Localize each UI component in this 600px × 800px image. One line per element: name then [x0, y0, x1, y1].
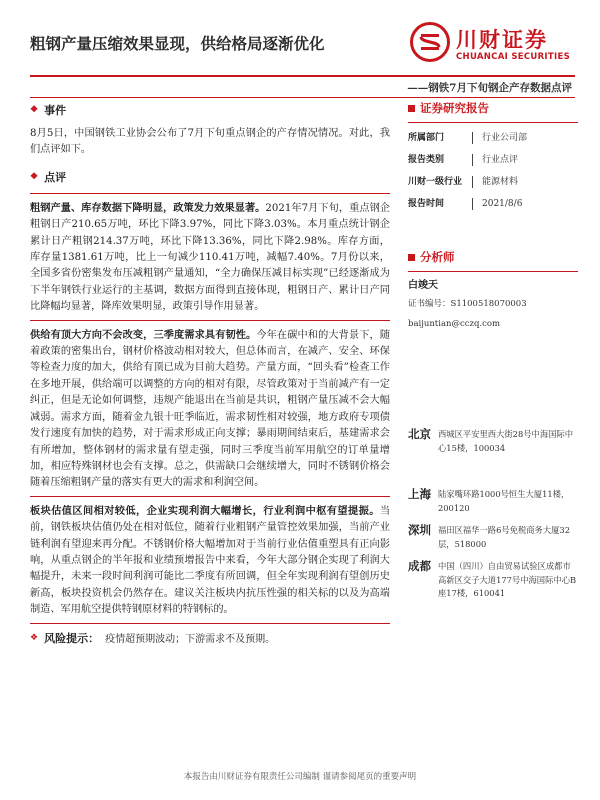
logo-name: 川财证券 — [456, 28, 548, 52]
event-text: 8月5日，中国钢铁工业协会公布了7月下旬重点钢企的产存情况情况。对此，我们点评如下。 — [30, 128, 390, 156]
paragraph-1-lead: 粗钢产量、库存数据下降明显，政策发力效果显著。 — [30, 201, 266, 214]
analyst-heading — [408, 249, 578, 265]
sidebar-divider — [408, 122, 578, 123]
info-key: 川财一级行业 — [408, 177, 463, 187]
section-divider — [30, 496, 390, 497]
info-key: 报告类别 — [408, 155, 445, 165]
office-shenzhen — [408, 522, 578, 551]
analyst-name: 白竣天 — [408, 280, 438, 291]
office-address: 西城区平安里西大街28号中海国际中心15楼，100034 — [438, 429, 574, 453]
analyst-email[interactable]: baijuntian@cczq.com — [408, 319, 501, 329]
info-row-department — [408, 127, 578, 149]
logo-english-name: CHUANCAI SECURITIES — [456, 52, 570, 62]
paragraph-2-body: 今年在碳中和的大背景下，随着政策的密集出台，钢材价格波动相对较大，但总体而言，在减产、安全、环保等检查力度的加大，供给有顶已成为目前大趋势。产量方面，“回头看”检查工作在多地开展，供给端可以调整的方向的相对有限，尽管政策对于当前减产有一定纠正，但是无论如何调整，违规产能退出在当前是共识，粗钢产量压减不会大幅减弱。需求方面，随着金九银十旺季临近，需求韧性相对较强，地方政府专项债发行速度有加快的趋势，对于需求形成正向支撑；暴雨期间结束后，基建需求会有所增加，整体钢材的需求量有望走强，同时三季度当前军用航空的订单量增加，相应特殊钢材也会有支撑。总之，供需缺口会继续增大，同时不锈钢价格会随着压缩粗钢产量的落实有更大的需求和利润空间。 — [30, 329, 391, 489]
report-subtitle: ——钢铁7月下旬钢企产存数据点评 — [407, 82, 572, 94]
risk-label: 风险提示： — [44, 631, 100, 645]
office-shanghai — [408, 486, 578, 515]
paragraph-3-body: 当前，钢铁板块估值仍处在相对低位，随着行业粗钢产量管控效果加强，当前产业链利润有望迎来再分配。不锈钢价格大幅增加对于当前行业估值重塑具有正向影响，从重点钢企的半年报和业绩预增报告中来看，今年大部分钢企实现了利润大幅提升，未来一段时间利润可能比二季度有所回调，但全年实现利润有望创历史新高，板块投资机会仍然存在。建议关注板块内抗压性强的相关标的以及为高端制造、军用航空提供特钢原材料的特钢标的。 — [30, 505, 390, 616]
info-value: 行业点评 — [472, 154, 518, 166]
section-divider — [30, 320, 390, 321]
office-address: 福田区福华一路6号免税商务大厦32层，518000 — [438, 525, 570, 549]
paragraph-2-lead: 供给有顶大方向不会改变，三季度需求具有韧性。 — [30, 328, 257, 341]
office-city: 上海 — [408, 487, 431, 501]
comment-paragraph-1 — [30, 200, 390, 316]
event-heading-label: 事件 — [44, 104, 67, 117]
office-chengdu — [408, 558, 578, 601]
info-value: 行业公司部 — [472, 132, 527, 144]
office-city: 北京 — [408, 427, 431, 441]
comment-heading-label: 点评 — [44, 170, 67, 184]
analyst-certificate: 证书编号：S1100518070003 — [408, 299, 527, 309]
page-footer: 本报告由川财证券有限责任公司编制 谨请参阅尾页的重要声明 — [183, 772, 417, 782]
report-title: 粗钢产量压缩效果显现，供给格局逐渐优化 — [30, 35, 325, 53]
info-key: 所属部门 — [408, 133, 445, 143]
section-divider — [30, 193, 390, 194]
office-city: 成都 — [408, 559, 431, 573]
chuancai-logo-icon — [410, 22, 450, 62]
paragraph-3-lead: 板块估值区间相对较低，企业实现利润大幅增长，行业利润中枢有望提振。 — [30, 504, 380, 517]
risk-line — [30, 630, 390, 646]
comment-paragraph-3 — [30, 503, 390, 619]
report-info-heading-label: 证券研究报告 — [420, 101, 489, 115]
office-address: 陆家嘴环路1000号恒生大厦11楼，200120 — [438, 489, 570, 513]
comment-heading — [30, 169, 390, 185]
paragraph-1-body: 2021年7月下旬，重点钢企粗钢日产210.65万吨，环比下降3.97%，同比下降3.03%。本月重点统计钢企累计日产粗钢214.37万吨，环比下降13.36%，同比下降2.98%。库存方面，库存量1381.61万吨，比上一旬减少110.41万吨，减幅7.40%。7月份以来，全国多省份密集发布压减粗钢产量通知，“全力确保压减目标实现”已经逐渐成为下半年钢铁行业运行的主基调，数据方面得到直接体现，粗钢日产、累计日产同比降幅均显著，降库效果明显，政策引导作用显著。 — [30, 202, 390, 313]
diamond-bullet-icon: ❖ — [30, 105, 39, 115]
info-row-date — [408, 193, 578, 215]
company-logo — [410, 22, 575, 72]
header-divider — [30, 75, 575, 77]
square-bullet-icon — [408, 105, 415, 112]
info-row-industry — [408, 171, 578, 193]
office-city: 深圳 — [408, 523, 431, 537]
square-bullet-icon — [408, 254, 415, 261]
diamond-bullet-icon: ❖ — [30, 171, 39, 182]
info-row-category — [408, 149, 578, 171]
main-content — [30, 96, 390, 654]
risk-text: 疫情超预期波动；下游需求不及预期。 — [105, 634, 276, 646]
info-value: 能源材料 — [472, 176, 518, 188]
comment-paragraph-2 — [30, 327, 390, 492]
analyst-heading-label: 分析师 — [420, 250, 455, 264]
info-key: 报告时间 — [408, 199, 445, 209]
diamond-bullet-icon: ❖ — [30, 632, 39, 643]
section-divider — [30, 623, 390, 624]
report-info-heading — [408, 100, 578, 116]
sidebar-divider — [408, 271, 578, 272]
office-beijing — [408, 426, 578, 455]
sidebar — [408, 100, 578, 329]
office-address: 中国（四川）自由贸易试验区成都市高新区交子大道177号中海国际中心B座17楼，610041 — [438, 561, 577, 598]
event-heading — [30, 102, 390, 118]
info-value: 2021/8/6 — [472, 198, 522, 210]
